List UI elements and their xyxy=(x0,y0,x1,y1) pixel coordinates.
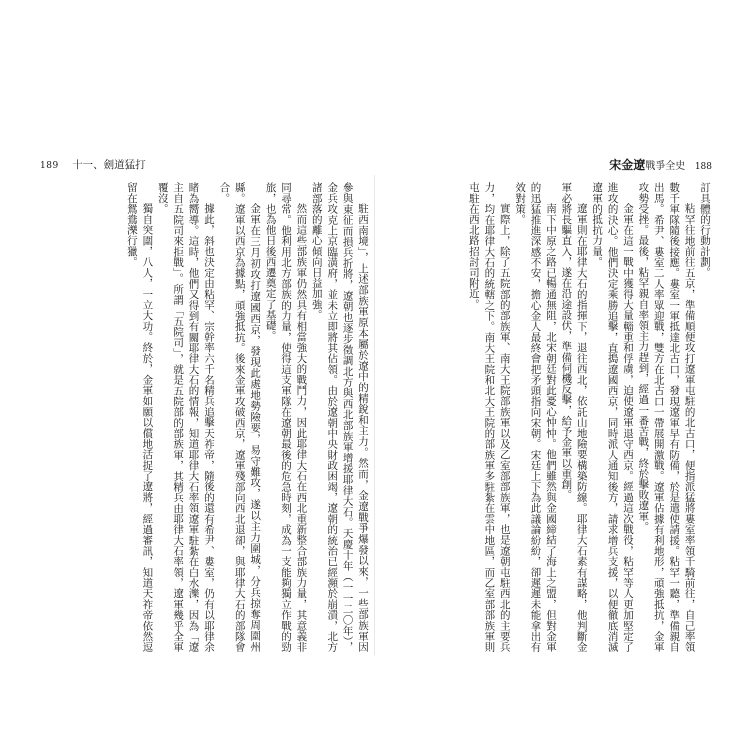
right-page-number: 188 xyxy=(694,162,712,172)
chapter-title: 十一、劍道猛打 xyxy=(72,159,146,171)
right-page-body xyxy=(382,182,712,652)
book-subtitle: 戰爭全史 xyxy=(645,161,686,172)
paragraph: 粘罕往地前往五京，準備順便攻打遼軍屯駐的北古口，便指派猛將婁室率領千騎前往，自己率領數千軍隊隨後接應。婁室一軍抵達北古口，發現遼軍早有防備，於是遣使請援。粘罕一聽，準備親自出馬。希尹、婁室二人率眾迎戰，雙方在北古口一帶展開激戰。遼軍佔據有利地形，頑強抵抗，金軍攻勢受挫。最後，粘罕親自率領主力趕到，經過一番苦戰，終於擊敗遼軍。 xyxy=(637,182,696,652)
paragraph: 駐西南境」，上述部族軍原本屬於遼中的精銳和主力。然而，金遼戰爭爆發以來，一些部族軍因參與東征而損兵折將，遼朝也逐步徵調北方與西北部族軍增援耶律大石。天慶十年（一一二〇年），金兵攻克上京臨潢府，並未立即將其佔領。由於遼朝中央財政困竭，遼朝的統治已經瀕於崩潰，北方諸部落的離心傾向日益加強。 xyxy=(310,182,369,652)
right-running-head xyxy=(609,158,712,174)
left-page-number: 189 xyxy=(40,161,59,171)
left-running-head xyxy=(40,158,146,173)
paragraph: 獨自突圍，八人，一立大功。終於，金軍如願以償地活捉了遼將，經過審訊，知道天祚帝依然逗留在鴛鴦濼行獵。 xyxy=(125,182,154,652)
paragraph: 據此，斜也決定由粘罕、宗幹率六千名精兵追擊天祚帝，隨後的還有希尹、婁室，仍有以耶律余睹為嚮導。這時，他們又得到有關耶律大石的情報，知道耶律大石率領遼軍駐紮在白水濼，因為「遼主自五院司來拒戰」。所謂「五院司」，就是五院部的部族軍，其精兵由耶律大石率領，遼軍幾乎全軍覆沒。 xyxy=(156,182,215,652)
paragraph: 實際上，除了五院部的部族軍、南大王院部族軍以及乙室部部族軍，也是遼朝屯駐西北的主要兵力，均在耶律大石的統轄之下。南大王院和北大王院的部族軍多駐紮在雲中地區，而乙室部部族軍則屯駐在西北路招討司附近。 xyxy=(467,182,511,652)
paragraph: 南下中原之路已暢通無阻，北宋朝廷對此憂心忡忡。他們雖然與金國締結了海上之盟，但對金軍的迅猛推進深感不安，擔心金人最終會把矛頭指向宋朝。宋廷上下為此議論紛紛，卻遲遲未能拿出有效對策。 xyxy=(514,182,557,652)
paragraph: 然而這些部族軍仍然具有相當強大的戰鬥力，因此耶律大石在西北重新整合部族力量，其意義非同尋常。他利用北方部族的力量，使得這支軍隊在遼朝最後的危急時刻，成為一支能夠獨立作戰的勁旅，也為他日後西遷奠定了基礎。 xyxy=(264,182,308,652)
left-page xyxy=(40,158,370,658)
paragraph: 金軍在這一戰中獲得大量輜重和俘虜，迫使遼軍退守西京。經過這次戰役，粘罕等人更加堅定了進攻的決心。他們決定乘勝追擊，直搗遼國西京，同時派人通知後方，請求增兵支援，以便徹底消滅遼軍的抵抗力量。 xyxy=(591,182,634,652)
right-page xyxy=(382,158,712,658)
spine-gutter xyxy=(374,175,375,655)
paragraph: 訂具體的行動計劃。 xyxy=(699,182,711,278)
paragraph: 金軍在三月初攻打遼國西京，發現此處地勢險要，易守難攻，遂以主力圍城，分兵掠奪周圍州縣。遼軍以西京為據點，頑強抵抗。後來金軍攻破西京，遼軍殘部向西北退卻，與耶律大石的部隊會合。 xyxy=(218,182,262,652)
paragraph: 遼軍則在耶律大石的指揮下，退往西北，依託山地險要構築防線。耶律大石素有謀略，他判斷金軍必將長驅直入，遂在沿途設伏，準備伺機反擊，給予金軍以重創。 xyxy=(560,182,588,652)
left-page-body xyxy=(40,182,370,652)
book-title: 宋金遼 xyxy=(609,158,646,172)
